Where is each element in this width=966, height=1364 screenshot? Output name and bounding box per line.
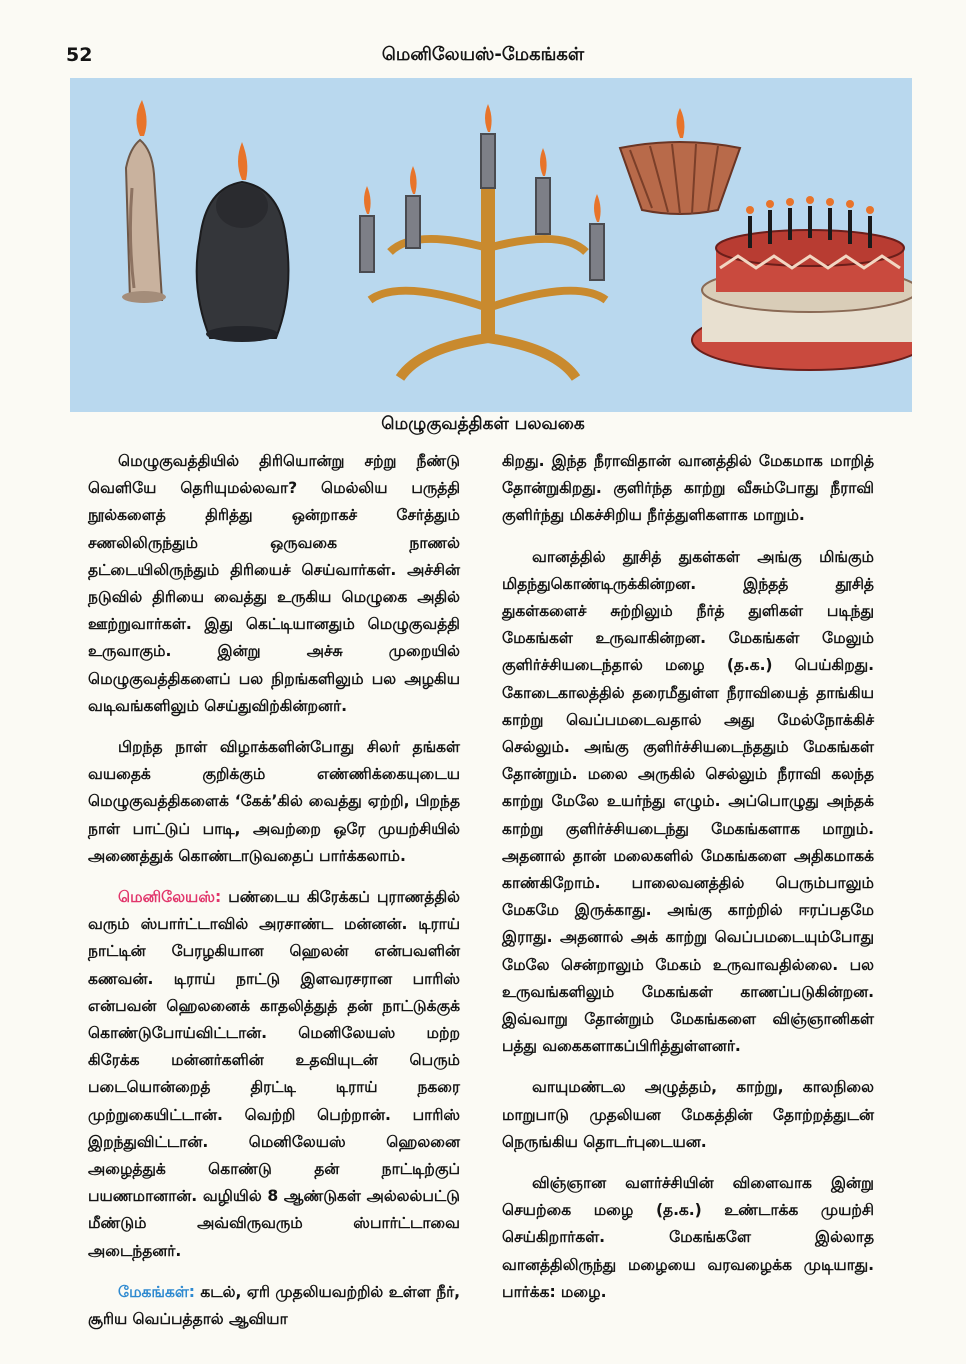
right-column [502, 448, 874, 1320]
birthday-cake-image [692, 196, 912, 370]
paragraph-clouds-continued: கிறது. இந்த நீராவிதான் வானத்தில் மேகமாக மாறித் தோன்றுகிறது. குளிர்ந்த காற்று வீசும்போது நீராவி குளிர்ந்து மிகச்சிறிய நீர்த்துளிகளாக மாறும். [502, 452, 874, 525]
page-number: 52 [66, 44, 93, 66]
paragraph-candle-wick: மெழுகுவத்தியில் திரியொன்று சற்று நீண்டு வெளியே தெரியுமல்லவா? மெல்லிய பருத்தி நூல்களைத் திரித்து ஒன்றாகச் சேர்த்தும் சணலிலிருந்தும் ஒருவகை நாணல் தட்டையிலிருந்தும் திரியைச் செய்வார்கள். அச்சின் நடுவில் திரியை வைத்து உருகிய மெழுகை அதில் ஊற்றுவார்கள். இது கெட்டியானதும் மெழுகுவத்தி உருவாகும். இன்று அச்சு முறையில் மெழுகுவத்திகளைப் பல நிறங்களிலும் பல அழகிய வடிவங்களிலும் செய்துவிற்கின்றனர். [88, 452, 460, 715]
figurine-candle-image [197, 142, 289, 342]
entry-text-clouds: கடல், ஏரி முதலியவற்றில் உள்ள நீர், சூரிய வெப்பத்தால் ஆவியா [88, 1282, 460, 1329]
figure-caption: மெழுகுவத்திகள் பலவகை [381, 414, 585, 434]
entry-term-menelaus: மெனிலேயஸ்: [118, 888, 222, 907]
cup-candle-image [620, 108, 740, 214]
paragraph-birthday-candles: பிறந்த நாள் விழாக்களின்போது சிலர் தங்கள் வயதைக் குறிக்கும் எண்ணிக்கையுடைய மெழுகுவத்திகளைக் ‘கேக்’கில் வைத்து ஏற்றி, பிறந்த நாள் பாட்டுப் பாடி, அவற்றை ஒரே முயற்சியில் அணைத்துக் கொண்டாடுவதைப் பார்க்கலாம். [88, 738, 460, 865]
entry-clouds [88, 1279, 460, 1333]
entry-menelaus [88, 884, 460, 1265]
entry-text-menelaus: பண்டைய கிரேக்கப் புராணத்தில் வரும் ஸ்பார்ட்டாவில் அரசாண்ட மன்னன். டிராய் நாட்டின் பேரழகியான ஹெலன் என்பவளின் கணவன். டிராய் நாட்டு இளவரசரான பாரிஸ் என்பவன் ஹெலனைக் காதலித்துத் தன் நாட்டுக்குக் கொண்டுபோய்விட்டான். மெனிலேயஸ் மற்ற கிரேக்க மன்னர்களின் உதவியுடன் பெரும் படையொன்றைத் திரட்டி டிராய் நகரை முற்றுகையிட்டான். வெற்றி பெற்றான். பாரிஸ் இறந்துவிட்டான். மெனிலேயஸ் ஹெலனை அழைத்துக் கொண்டு தன் நாட்டிற்குப் பயணமானான். வழியில் 8 ஆண்டுகள் அல்லல்பட்டு மீண்டும் அவ்விருவரும் ஸ்பார்ட்டாவை அடைந்தனர். [88, 888, 460, 1260]
entry-term-clouds: மேகங்கள்: [118, 1282, 195, 1301]
paragraph-atmosphere: வாயுமண்டல அழுத்தம், காற்று, காலநிலை மாறுபாடு முதலியன மேகத்தின் தோற்றத்துடன் நெருங்கிய தொடர்புடையன. [502, 1078, 874, 1151]
drip-candle-image [122, 100, 166, 303]
candles-illustration [70, 78, 912, 412]
paragraph-artificial-rain: விஞ்ஞான வளர்ச்சியின் விளைவாக இன்று செயற்கை மழை (த.க.) உண்டாக்க முயற்சி செய்கிறார்கள். மேகங்களே இல்லாத வானத்திலிருந்து மழையை வரவழைக்க முடியாது. பார்க்க: மழை. [502, 1174, 874, 1301]
running-title: மெனிலேயஸ்-மேகங்கள் [381, 44, 585, 65]
paragraph-cloud-formation: வானத்தில் தூசித் துகள்கள் அங்கு மிங்கும் மிதந்துகொண்டிருக்கின்றன. இந்தத் தூசித் துகள்களைச் சுற்றிலும் நீர்த் துளிகள் படிந்து மேகங்கள் உருவாகின்றன. மேகங்கள் மேலும் குளிர்ச்சியடைந்தால் மழை (த.க.) பெய்கிறது. கோடைகாலத்தில் தரைமீதுள்ள நீராவியைத் தாங்கிய காற்று வெப்பமடைவதால் அது மேல்நோக்கிச் செல்லும். அங்கு குளிர்ச்சியடைந்ததும் மேகங்கள் தோன்றும். மலை அருகில் செல்லும் நீராவி கலந்த காற்று மேலே உயர்ந்து எழும். அப்பொழுது அந்தக் காற்று குளிர்ச்சியடைந்து மேகங்களாக மாறும். அதனால் தான் மலைகளில் மேகங்களை அதிகமாகக் காண்கிறோம். பாலைவனத்தில் பெரும்பாலும் மேகமே இருக்காது. அங்கு காற்றில் ஈரப்பதமே இராது. அதனால் அக் காற்று வெப்பமடையும்போது மேலே சென்றாலும் மேகம் உருவாவதில்லை. பல உருவங்களிலும் மேகங்கள் காணப்படுகின்றன. இவ்வாறு தோன்றும் மேகங்களை விஞ்ஞானிகள் பத்து வகைகளாகப்பிரித்துள்ளனர். [502, 547, 874, 1056]
candles-drawing [70, 78, 912, 412]
page-header [0, 0, 966, 72]
left-column [88, 448, 460, 1347]
candelabra-image [360, 104, 606, 378]
